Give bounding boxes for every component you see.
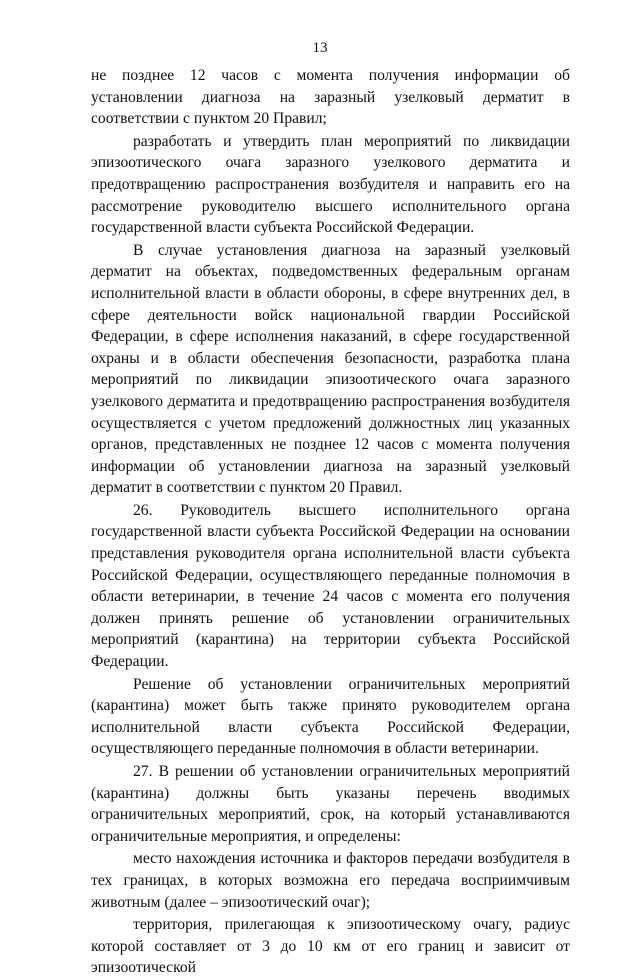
page-number: 13 xyxy=(312,40,328,56)
paragraph-section-27: 27. В решении об установлении ограничительных мероприятий (карантина) должны быть указаны перечень вводимых ограничительных мероприятий, срок, на который устанавливаются ограничительные мероприятия, и определены: xyxy=(91,763,570,845)
paragraph-quarantine-decision: Решение об установлении ограничительных мероприятий (карантина) может быть также принято руководителем органа исполнительной власти субъекта Российской Федерации, осуществляющего переданные полномочия в области ветеринарии. xyxy=(91,675,570,758)
paragraph-section-26: 26. Руководитель высшего исполнительного органа государственной власти субъекта Российской Федерации на основании представления руководителя органа исполнительной власти субъекта Российской Федерации, осуществляющего переданные полномочия в области ветеринарии, в течение 24 часов с момента его получения должен принять решение об установлении ограничительных мероприятий (карантина) на территории субъекта Российской Федерации. xyxy=(91,501,570,671)
paragraph-federal-objects: В случае установления диагноза на заразный узелковый дерматит на объектах, подведомственных федеральным органам исполнительной власти в области обороны, в сфере внутренних дел, в сфере деятельности войск национальной гвардии Российской Федерации, в сфере исполнения наказаний, в сфере государственной охраны и в области обеспечения безопасности, разработка плана мероприятий по ликвидации эпизоотического очага заразного узелкового дерматита и предотвращению распространения возбудителя осуществляется с учетом предложений должностных лиц указанных органов, представленных не позднее 12 часов с момента получения информации об установлении диагноза на заразный узелковый дерматит в соответствии с пунктом 20 Правил. xyxy=(91,241,570,497)
paragraph-outbreak-location: место нахождения источника и факторов передачи возбудителя в тех границах, в которых возможна его передача восприимчивым животным (далее – эпизоотический очаг); xyxy=(91,850,570,911)
document-body xyxy=(91,65,570,979)
paragraph-adjacent-territory: территория, прилегающая к эпизоотическому очагу, радиус которой составляет от 3 до 10 км от его границ и зависит от эпизоотической xyxy=(91,916,570,977)
paragraph-action-plan: разработать и утвердить план мероприятий по ликвидации эпизоотического очага заразного узелкового дерматита и предотвращению распространения возбудителя и направить его на рассмотрение руководителю высшего исполнительного органа государственной власти субъекта Российской Федерации. xyxy=(91,132,570,237)
paragraph-continuation: не позднее 12 часов с момента получения информации об установлении диагноза на заразный узелковый дерматит в соответствии с пунктом 20 Правил; xyxy=(91,67,570,128)
